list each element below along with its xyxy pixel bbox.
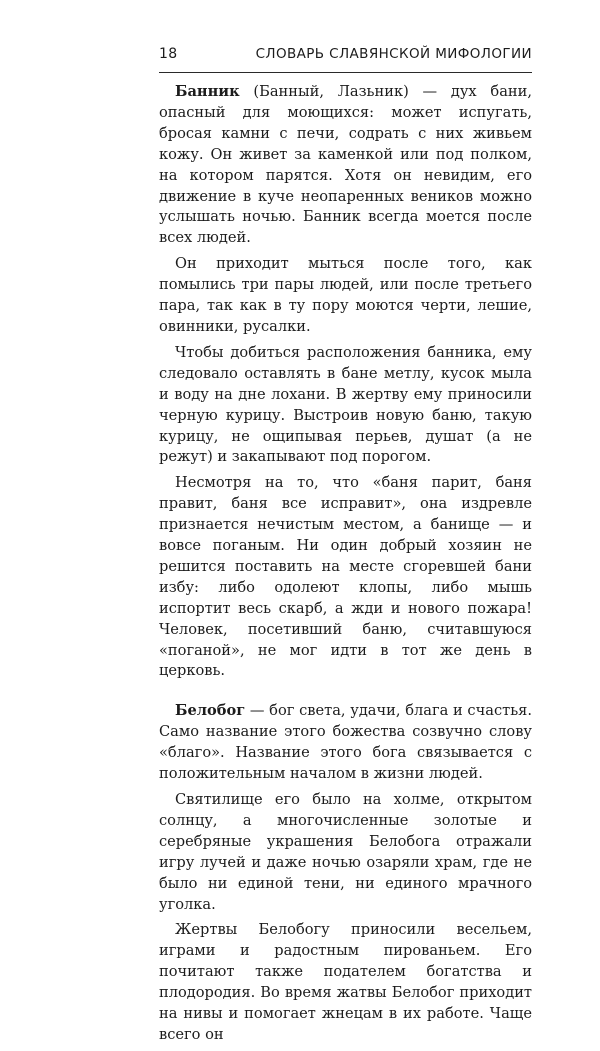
paragraph: Жертвы Белобогу приносили весельем, играми и радостным пированьем. Его почитают также подателем богатства и плодородия. Во время жатвы Белобог приходит на нивы и помогает жнецам в их работе. Чаще всего он <box>159 921 532 1043</box>
entry-bannik-definition <box>159 82 532 249</box>
paragraph: Святилище его было на холме, открытом солнцу, а многочисленные золотые и серебряные украшения Белобога отражали игру лучей и даже ночью озаряли храм, где не было ни единой тени, ни единого мрачного уголка. <box>159 791 532 913</box>
definition-text: (Банный, Лазьник) — дух бани, опасный для моющихся: может испугать, бросая камни с печи, содрать с них живьем кожу. Он живет за каменкой или под полком, на котором парятся. Хотя он невидим, его движение в куче неопаренных веников можно услышать ночью. Банник всегда моется после всех людей. <box>159 83 532 247</box>
body-text <box>159 82 532 1051</box>
entry-separator <box>159 687 532 701</box>
paragraph: Он приходит мыться после того, как помылись три пары людей, или после третьего пара, так как в ту пору моются черти, лешие, овинники, русалки. <box>159 255 532 335</box>
book-title: СЛОВАРЬ СЛАВЯНСКОЙ МИФОЛОГИИ <box>255 46 532 62</box>
paragraph: Чтобы добиться расположения банника, ему следовало оставлять в бане метлу, кусок мыла и воду на дне лохани. В жертву ему приносили черную курицу. Выстроив новую баню, такую курицу, не ощипывая перьев, душат (а не режут) и закапывают под порогом. <box>159 343 532 466</box>
headword: Белобог <box>175 702 246 720</box>
paragraph: Несмотря на то, что «баня парит, баня правит, баня все исправит», она издревле признается нечистым местом, а банище — и вовсе поганым. Ни один добрый хозяин не решится поставить на месте сгоревшей бани избу: либо одолеют клопы, либо мышь испортит весь скарб, а жди и нового пожара! Человек, посетивший баню, считавшуюся «поганой», не мог идти в тот же день в церковь. <box>159 474 532 680</box>
entry-belobog-definition <box>159 701 532 785</box>
headword: Банник <box>175 83 240 100</box>
running-head <box>159 46 532 73</box>
definition-text: — бог света, удачи, блага и счастья. Само название этого божества созвучно слову «благо». Название этого бога связывается с положительным началом в жизни людей. <box>159 702 532 783</box>
page-number: 18 <box>159 46 178 62</box>
